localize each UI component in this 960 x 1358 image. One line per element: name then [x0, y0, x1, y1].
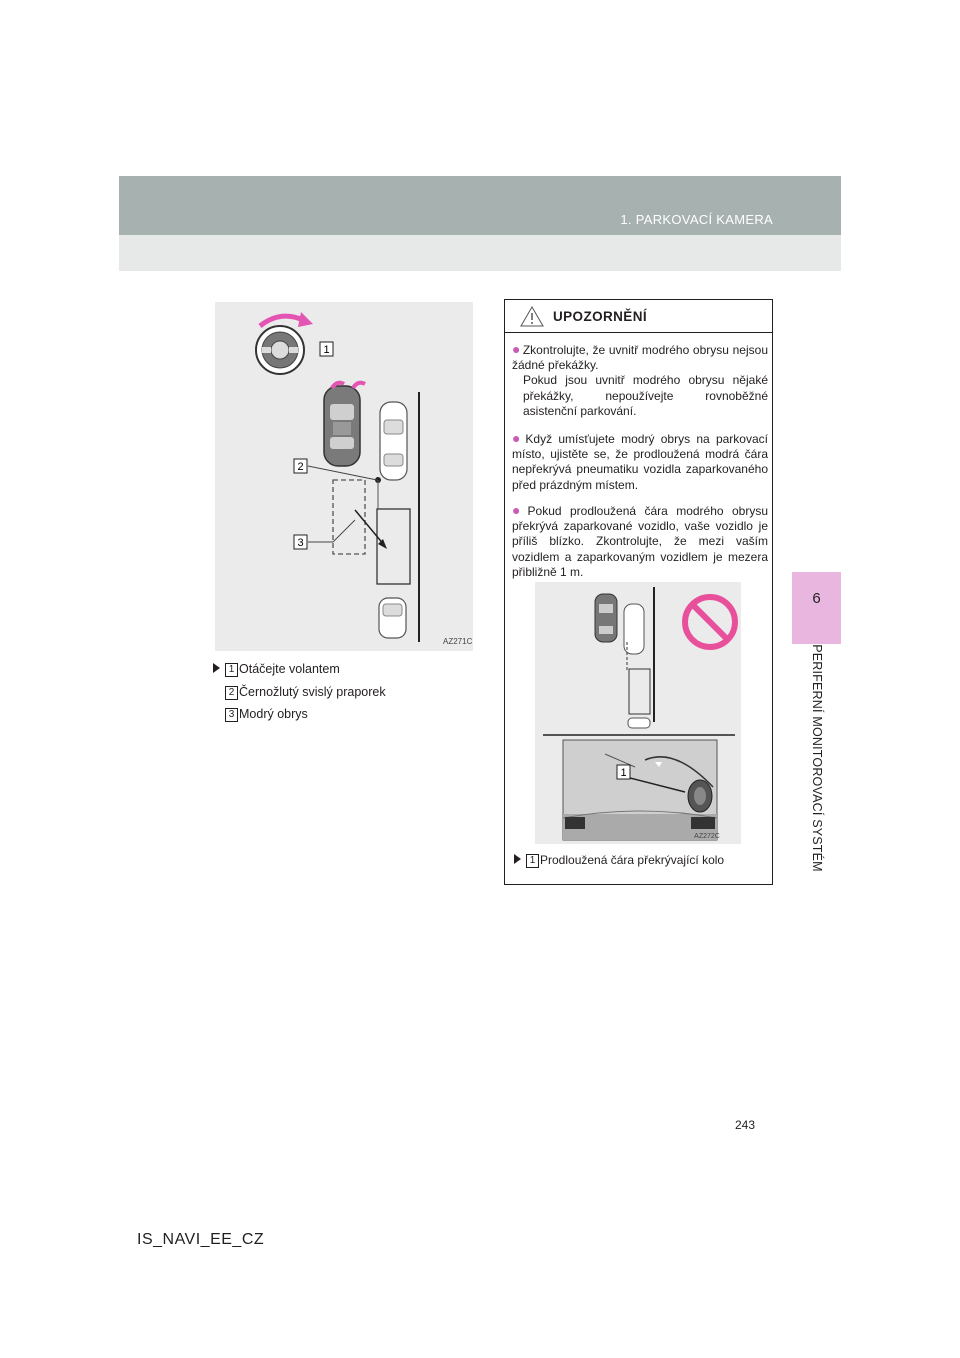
- overlap-diagram-figure: [535, 582, 741, 844]
- caution-text: Když umísťujete modrý obrys na parkovací místo, ujistěte se, že prodloužená modrá čára nepřekrývá pneumatiku vozidla zaparkovaného před prázdným místem.: [512, 432, 768, 492]
- caution-item-1: [512, 342, 768, 419]
- caution-text: Pokud prodloužená čára modrého obrysu překrývá zaparkované vozidlo, vaše vozidlo je příliš blízko. Zkontrolujte, že mezi vaším vozidlem a zaparkovaným vozidlem je mezera přibližně 1 m.: [512, 504, 768, 579]
- legend-text: Modrý obrys: [239, 707, 308, 721]
- chapter-number: 6: [812, 590, 821, 607]
- legend-text: Otáčejte volantem: [239, 662, 340, 676]
- legend-text: Černožlutý svislý praporek: [239, 685, 386, 699]
- callout-1: [320, 342, 333, 356]
- figure-code: AZ272C: [694, 833, 720, 840]
- callout-3: [294, 535, 307, 549]
- legend-item-3: [225, 707, 308, 722]
- own-car-icon: [324, 386, 360, 466]
- overlap-diagram: [535, 582, 741, 844]
- caution-title: UPOZORNĚNÍ: [553, 309, 648, 324]
- prohibited-icon: [685, 597, 735, 647]
- legend-number: 2: [225, 686, 238, 700]
- parked-car-rear-icon: [379, 598, 406, 638]
- warning-triangle-icon: [520, 306, 544, 327]
- svg-text:3: 3: [297, 537, 304, 549]
- caption-number: 1: [526, 854, 539, 868]
- parked-car-icon: [380, 402, 407, 480]
- callout-1: [617, 765, 630, 779]
- legend-number: 3: [225, 708, 238, 722]
- legend-item-1: [213, 662, 340, 677]
- bullet-icon: ●: [512, 341, 521, 357]
- caution-text: Zkontrolujte, že uvnitř modrého obrysu nejsou žádné překážky.: [512, 343, 768, 373]
- caption-text: Prodloužená čára překrývající kolo: [540, 853, 725, 867]
- figure-caption: [514, 853, 724, 868]
- bullet-icon: ●: [512, 430, 524, 446]
- section-title: 1. PARKOVACÍ KAMERA: [620, 212, 773, 227]
- figure-code: AZ271C: [443, 637, 473, 646]
- chapter-title-vertical: [793, 643, 841, 872]
- page-number: 243: [735, 1118, 756, 1132]
- header-subbar: [119, 235, 841, 271]
- bullet-icon: ●: [512, 502, 526, 518]
- caution-extra: Pokud jsou uvnitř modrého obrysu nějaké překážky, nepoužívejte rovnoběžné asistenční parkování.: [523, 373, 768, 418]
- chapter-title: PERIFERNÍ MONITOROVACÍ SYSTÉM: [810, 643, 824, 872]
- arrow-icon: [213, 663, 220, 673]
- parking-diagram: [215, 302, 473, 651]
- parking-diagram-figure: [215, 302, 473, 651]
- caution-item-3: [512, 503, 768, 580]
- rotate-arrow-icon: [260, 316, 303, 326]
- legend-item-2: [225, 685, 386, 700]
- caution-header: [505, 300, 772, 333]
- svg-text:2: 2: [297, 461, 304, 473]
- callout-2: [294, 459, 307, 473]
- caution-box: [504, 299, 773, 885]
- legend-number: 1: [225, 663, 238, 677]
- chapter-tab: [792, 572, 841, 644]
- caution-item-2: [512, 431, 768, 493]
- document-code: IS_NAVI_EE_CZ: [137, 1231, 265, 1248]
- svg-text:1: 1: [620, 767, 627, 779]
- arrow-icon: [514, 854, 521, 864]
- svg-text:1: 1: [323, 344, 330, 356]
- header-bar: [119, 176, 841, 235]
- steering-wheel-icon: [256, 326, 304, 374]
